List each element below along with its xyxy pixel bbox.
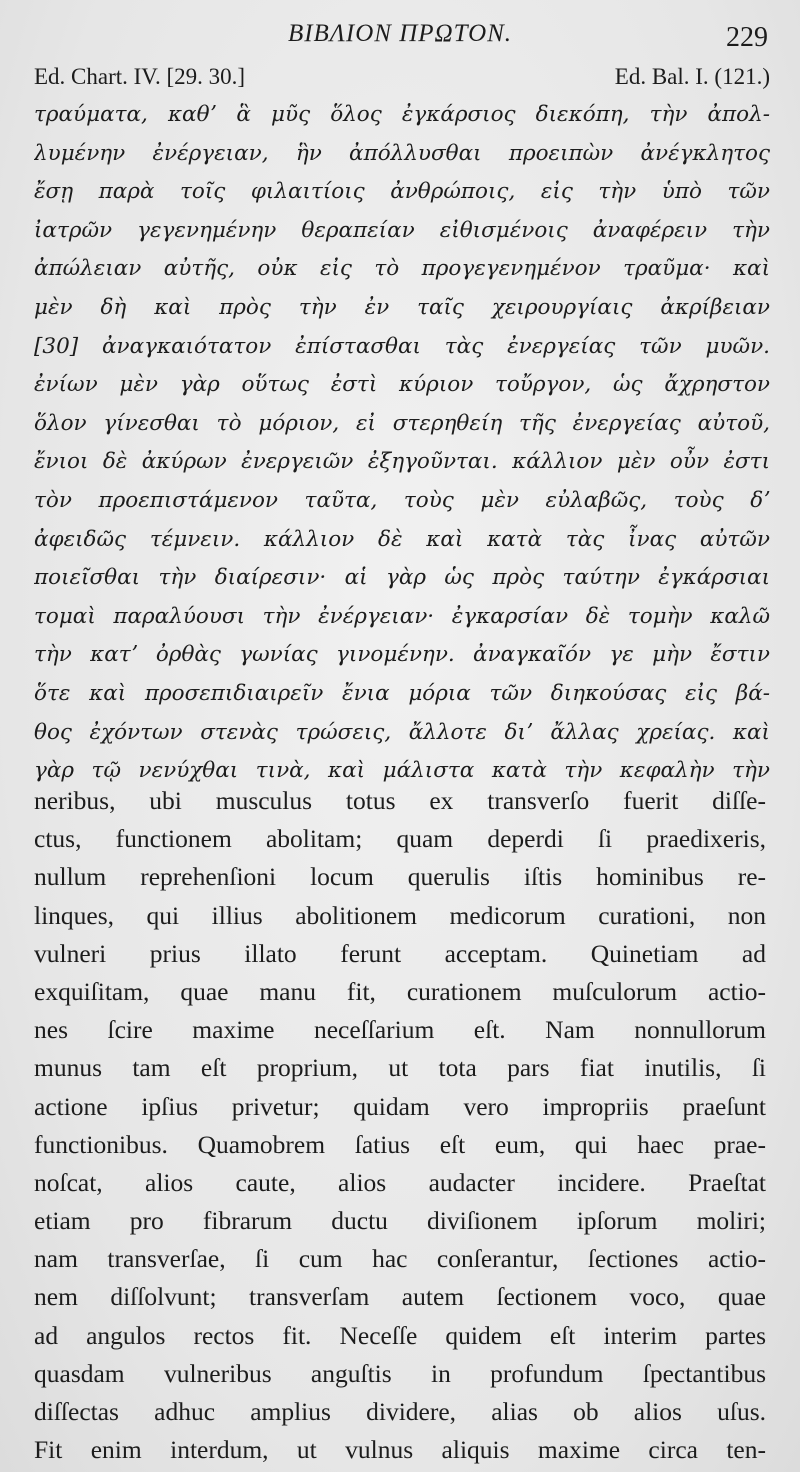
- greek-text-line: θος ἐχόντων στενὰς τρώσεις, ἄλλοτε διʼ ἄλλας χρείας. καὶ: [34, 719, 770, 745]
- greek-text-line: ἀπώλειαν αὐτῆς, οὐκ εἰς τὸ προγεγενημένον τραῦμα· καὶ: [34, 256, 770, 282]
- greek-text-line: ἔσῃ παρὰ τοῖς φιλαιτίοις ἀνθρώποις, εἰς τὴν ὑπὸ τῶν: [34, 179, 770, 205]
- greek-text-line: ἔνιοι δὲ ἀκύρων ἐνεργειῶν ἐξηγοῦνται. κάλλιον μὲν οὖν ἐστι: [34, 449, 770, 475]
- latin-text-line: nam transverſae, ſi cum hac conſerantur, ſectiones actio-: [34, 1244, 766, 1274]
- greek-text-line: λυμένην ἐνέργειαν, ἣν ἀπόλλυσθαι προειπὼν ἀνέγκλητος: [34, 140, 770, 166]
- latin-text-line: nes ſcire maxime neceſſarium eſt. Nam nonnullorum: [34, 1015, 766, 1045]
- latin-text-line: quasdam vulneribus anguſtis in profundum ſpectantibus: [34, 1358, 766, 1388]
- latin-text-line: actione ipſius privetur; quidam vero impropriis praeſunt: [34, 1091, 766, 1121]
- greek-text-line: τὸν προεπιστάμενον ταῦτα, τοὺς μὲν εὐλαβῶς, τοὺς δʼ: [34, 487, 770, 513]
- latin-text-line: etiam pro fibrarum ductu diviſionem ipſorum moliri;: [34, 1206, 766, 1236]
- greek-text-line: τομαὶ παραλύουσι τὴν ἐνέργειαν· ἐγκαρσίαν δὲ τομὴν καλῶ: [34, 603, 770, 629]
- greek-text-line: τὴν κατʼ ὀρθὰς γωνίας γινομένην. ἀναγκαῖόν γε μὴν ἔστιν: [34, 642, 770, 668]
- latin-text-line: diſſectas adhuc amplius dividere, alias ob alios uſus.: [34, 1397, 766, 1426]
- latin-text-line: ctus, functionem abolitam; quam deperdi ſi praedixeris,: [34, 824, 766, 854]
- greek-text-line: [30] ἀναγκαιότατον ἐπίστασθαι τὰς ἐνεργείας τῶν μυῶν.: [34, 333, 770, 359]
- page-number: 229: [726, 22, 768, 53]
- greek-text-line: ἰατρῶν γεγενημένην θεραπείαν εἰθισμένοις ἀναφέρειν τὴν: [34, 217, 770, 243]
- greek-text-line: ἐνίων μὲν γὰρ οὕτως ἐστὶ κύριον τοὔργον, ὡς ἄχρηστον: [34, 372, 770, 398]
- edition-reference-chartier: Ed. Chart. IV. [29. 30.]: [34, 64, 246, 89]
- greek-text-line: ποιεῖσθαι τὴν διαίρεσιν· αἱ γὰρ ὡς πρὸς ταύτην ἐγκάρσιαι: [34, 565, 770, 591]
- latin-text-line: functionibus. Quamobrem ſatius eſt eum, qui haec prae-: [34, 1129, 766, 1159]
- latin-text-line: Fit enim interdum, ut vulnus aliquis maxime circa ten-: [34, 1435, 766, 1465]
- latin-text-line: munus tam eſt proprium, ut tota pars fiat inutilis, ſi: [34, 1053, 766, 1083]
- greek-text-block: [34, 96, 770, 791]
- greek-text-line: μὲν δὴ καὶ πρὸς τὴν ἐν ταῖς χειρουργίαις ἀκρίβειαν: [34, 294, 770, 320]
- latin-text-line: neribus, ubi musculus totus ex transverſo fuerit diſſe-: [34, 786, 766, 815]
- latin-text-line: nullum reprehenſioni locum querulis iſtis hominibus re-: [34, 862, 766, 892]
- edition-reference-basel: Ed. Bal. I. (121.): [614, 64, 770, 89]
- latin-text-line: vulneri prius illato ferunt acceptam. Quinetiam ad: [34, 938, 766, 968]
- latin-text-block: [34, 782, 766, 1469]
- greek-text-line: ἀφειδῶς τέμνειν. κάλλιον δὲ καὶ κατὰ τὰς ἶνας αὐτῶν: [34, 526, 770, 552]
- greek-text-line: ὅλον γίνεσθαι τὸ μόριον, εἰ στερηθείη τῆς ἐνεργείας αὐτοῦ,: [34, 410, 770, 436]
- latin-text-line: exquiſitam, quae manu fit, curationem muſculorum actio-: [34, 976, 766, 1006]
- latin-text-line: noſcat, alios caute, alios audacter incidere. Praeſtat: [34, 1167, 766, 1197]
- latin-text-line: ad angulos rectos fit. Neceſſe quidem eſt interim partes: [34, 1320, 766, 1350]
- greek-text-line: ὅτε καὶ προσεπιδιαιρεῖν ἔνια μόρια τῶν διηκούσας εἰς βά-: [34, 680, 770, 706]
- greek-text-line: γὰρ τῷ νενύχθαι τινὰ, καὶ μάλιστα κατὰ τὴν κεφαλὴν τὴν: [34, 758, 770, 784]
- latin-text-line: nem diſſolvunt; transverſam autem ſectionem voco, quae: [34, 1282, 766, 1312]
- latin-text-line: linques, qui illius abolitionem medicorum curationi, non: [34, 900, 766, 930]
- running-title: ΒΙΒΛΙΟΝ ΠΡΩΤΟΝ.: [287, 20, 513, 47]
- greek-text-line: τραύματα, καθʼ ἃ μῦς ὅλος ἐγκάρσιος διεκόπη, τὴν ἀπολ-: [34, 102, 770, 127]
